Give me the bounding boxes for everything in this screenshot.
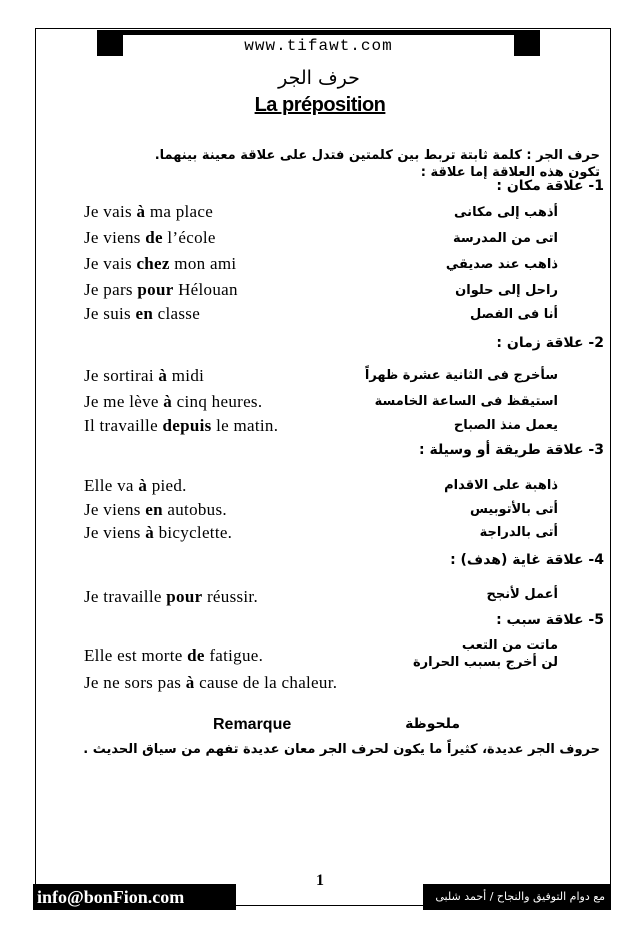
example-fr: Je pars pour Hélouan (84, 280, 238, 299)
page-number: 1 (316, 872, 324, 889)
preposition: à (185, 673, 195, 692)
footer-credit: مع دوام التوفيق والنجاح / أحمد شلبى (423, 884, 611, 910)
example-ar: أعمل لأنجح (486, 587, 558, 602)
example-ar: أتى بالأتوبيس (469, 502, 558, 517)
example-ar: أنا فى الفصل (469, 307, 558, 322)
section-4-heading: 4- علاقة غاية (هدف) : (450, 552, 604, 568)
example-ar: راحل إلى حلوان (455, 283, 558, 298)
example-fr: Je viens en autobus. (84, 500, 227, 519)
example-ar: يعمل منذ الصباح (453, 418, 558, 433)
preposition: à (163, 392, 173, 411)
example-fr: Je viens à bicyclette. (84, 523, 233, 542)
header-banner (97, 30, 540, 56)
example-ar: استيقظ فى الساعة الخامسة (374, 394, 558, 409)
preposition: pour (137, 280, 174, 299)
example-ar: أذهب إلى مكانى (454, 205, 558, 220)
title-arabic: حرف الجر (278, 67, 360, 89)
example-ar: سأخرج فى الثانية عشرة ظهراً (364, 368, 558, 383)
preposition: à (138, 476, 148, 495)
example-ar: اتى من المدرسة (452, 231, 558, 246)
example-fr: Je vais chez mon ami (84, 254, 237, 273)
preposition: en (145, 500, 163, 519)
remark-label-ar: ملحوظة (405, 716, 460, 732)
example-ar: ذاهب عند صديقي (445, 257, 558, 272)
example-ar: لن أخرج بسبب الحرارة (412, 655, 558, 670)
preposition: à (145, 523, 155, 542)
example-fr: Je sortirai à midi (84, 366, 205, 385)
preposition: de (187, 646, 205, 665)
example-fr: Je vais à ma place (84, 202, 214, 221)
preposition: chez (136, 254, 170, 273)
example-fr: Je travaille pour réussir. (84, 587, 259, 606)
title-french: La préposition (254, 94, 386, 116)
example-ar: ذاهبة على الاقدام (444, 478, 558, 493)
preposition: de (145, 228, 163, 247)
section-3-heading: 3- علاقة طريقة أو وسيلة : (419, 442, 604, 458)
preposition: à (158, 366, 168, 385)
intro-relations: تكون هذه العلاقة إما علاقة : (420, 165, 600, 180)
example-fr: Elle est morte de fatigue. (84, 646, 264, 665)
section-5-heading: 5- علاقة سبب : (496, 612, 604, 628)
preposition: depuis (162, 416, 212, 435)
section-1-heading: 1- علاقة مكان : (496, 178, 604, 194)
remark-label-fr: Remarque (213, 716, 292, 733)
remark-text: حروف الجر عديدة، كثيراً ما يكون لحرف الجر معان عديدة تفهم من سياق الحديث . (83, 742, 600, 757)
example-fr: Je suis en classe (84, 304, 201, 323)
example-fr: Je viens de l’école (84, 228, 216, 247)
example-fr: Il travaille depuis le matin. (84, 416, 279, 435)
example-ar: ماتت من التعب (461, 638, 558, 653)
example-ar: أتى بالدراجة (479, 525, 558, 540)
example-fr: Je ne sors pas à cause de la chaleur. (84, 673, 338, 692)
website-url[interactable]: www.tifawt.com (123, 35, 514, 56)
intro-definition: حرف الجر : كلمة ثابتة تربط بين كلمتين فتدل على علاقة معينة بينهما. (154, 148, 600, 163)
footer-email[interactable]: info@bonFion.com (33, 884, 236, 910)
example-fr: Je me lève à cinq heures. (84, 392, 263, 411)
preposition: à (136, 202, 146, 221)
example-fr: Elle va à pied. (84, 476, 187, 495)
preposition: pour (166, 587, 203, 606)
preposition: en (135, 304, 154, 323)
section-2-heading: 2- علاقة زمان : (496, 335, 604, 351)
